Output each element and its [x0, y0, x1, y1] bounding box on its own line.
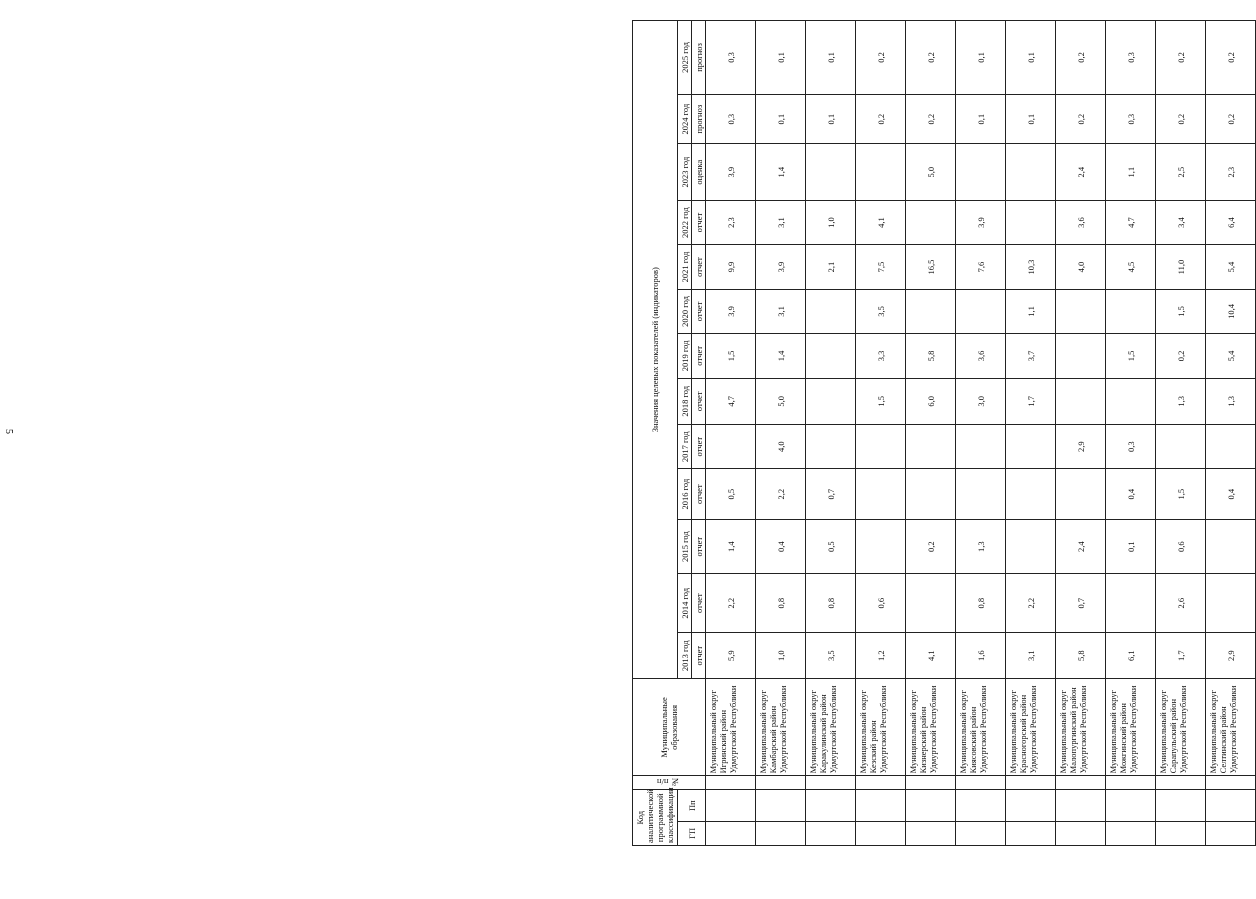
value-cell: 9,9	[706, 245, 756, 289]
indicators-table	[632, 20, 1256, 846]
value-cell: 3,4	[1156, 200, 1206, 244]
value-cell: 3,3	[856, 334, 906, 378]
value-cell: 5,0	[906, 144, 956, 201]
value-cell: 0,1	[1006, 21, 1056, 95]
value-cell	[706, 425, 756, 469]
value-cell: 6,0	[906, 378, 956, 424]
table-row	[1006, 21, 1056, 846]
value-cell: 1,5	[1106, 334, 1156, 378]
empty-cell	[1056, 776, 1106, 790]
value-cell: 2,4	[1056, 144, 1106, 201]
value-cell: 4,7	[1106, 200, 1156, 244]
empty-cell	[1106, 790, 1156, 821]
value-cell: 16,5	[906, 245, 956, 289]
table-row	[756, 21, 806, 846]
empty-cell	[706, 790, 756, 821]
value-cell: 1,4	[706, 519, 756, 574]
value-cell: 3,9	[706, 289, 756, 333]
value-cell: 0,1	[806, 94, 856, 143]
empty-cell	[806, 776, 856, 790]
status-header: отчет	[692, 289, 706, 333]
value-cell: 0,3	[706, 94, 756, 143]
empty-cell	[1206, 821, 1256, 845]
value-cell: 0,7	[1056, 574, 1106, 633]
value-cell	[956, 144, 1006, 201]
value-cell: 0,2	[1156, 334, 1206, 378]
value-cell	[806, 289, 856, 333]
value-cell: 1,3	[1206, 378, 1256, 424]
table-row	[1156, 21, 1206, 846]
value-cell: 0,2	[1156, 94, 1206, 143]
value-cell: 3,5	[806, 633, 856, 679]
value-cell: 10,3	[1006, 245, 1056, 289]
empty-cell	[1156, 790, 1206, 821]
value-cell	[906, 574, 956, 633]
empty-cell	[1156, 821, 1206, 845]
value-cell: 1,5	[706, 334, 756, 378]
value-cell: 1,7	[1006, 378, 1056, 424]
value-cell: 4,1	[856, 200, 906, 244]
value-cell: 3,9	[756, 245, 806, 289]
status-header: прогноз	[692, 21, 706, 95]
value-cell: 0,2	[906, 21, 956, 95]
value-cell	[1206, 519, 1256, 574]
value-cell: 0,1	[1106, 519, 1156, 574]
value-cell	[1206, 425, 1256, 469]
value-cell: 2,2	[1006, 574, 1056, 633]
year-header: 2014 год	[678, 574, 692, 633]
value-cell: 4,0	[1056, 245, 1106, 289]
value-cell: 6,1	[1106, 633, 1156, 679]
value-cell: 0,1	[956, 21, 1006, 95]
value-cell: 0,1	[806, 21, 856, 95]
value-cell	[856, 144, 906, 201]
value-cell: 0,2	[1056, 94, 1106, 143]
value-cell	[906, 200, 956, 244]
value-cell: 4,7	[706, 378, 756, 424]
empty-cell	[756, 776, 806, 790]
value-cell: 0,3	[706, 21, 756, 95]
value-cell: 4,0	[756, 425, 806, 469]
value-cell: 0,1	[756, 94, 806, 143]
indicators-header: Значения целевых показателей (индикаторов)	[633, 21, 678, 679]
municipality-name: Муниципальный округ Кезский район Удмуртской Республики	[856, 679, 906, 776]
value-cell	[906, 469, 956, 519]
value-cell: 2,3	[1206, 144, 1256, 201]
table-row	[906, 21, 956, 846]
status-header: отчет	[692, 200, 706, 244]
value-cell: 5,0	[756, 378, 806, 424]
value-cell: 0,2	[906, 519, 956, 574]
table-row	[806, 21, 856, 846]
empty-cell	[1206, 790, 1256, 821]
value-cell: 0,4	[1106, 469, 1156, 519]
value-cell: 3,1	[756, 200, 806, 244]
status-header: прогноз	[692, 94, 706, 143]
municipality-name: Муниципальный округ Малопургинский район Удмуртской Республики	[1056, 679, 1106, 776]
value-cell: 3,6	[956, 334, 1006, 378]
value-cell	[1156, 425, 1206, 469]
value-cell: 5,8	[1056, 633, 1106, 679]
empty-cell	[806, 821, 856, 845]
value-cell	[806, 378, 856, 424]
municipality-name: Муниципальный округ Селтинский район Удмуртской Республики	[1206, 679, 1256, 776]
municipality-name: Муниципальный округ Игринский район Удмуртской Республики	[706, 679, 756, 776]
empty-cell	[906, 821, 956, 845]
table-row	[1056, 21, 1106, 846]
value-cell	[1056, 334, 1106, 378]
value-cell	[1206, 574, 1256, 633]
value-cell	[956, 425, 1006, 469]
value-cell: 5,9	[706, 633, 756, 679]
municipality-name: Муниципальный округ Киясовский район Удмуртской Республики	[956, 679, 1006, 776]
value-cell: 1,0	[806, 200, 856, 244]
year-header: 2022 год	[678, 200, 692, 244]
municipality-header: Муниципальные образования	[633, 679, 706, 776]
value-cell: 3,9	[956, 200, 1006, 244]
value-cell	[856, 425, 906, 469]
value-cell	[1056, 378, 1106, 424]
value-cell: 0,4	[1206, 469, 1256, 519]
value-cell: 3,7	[1006, 334, 1056, 378]
empty-cell	[756, 790, 806, 821]
value-cell	[906, 425, 956, 469]
num-header-text: № п/п	[657, 777, 681, 788]
value-cell	[1056, 469, 1106, 519]
empty-cell	[856, 821, 906, 845]
value-cell: 5,8	[906, 334, 956, 378]
empty-cell	[956, 776, 1006, 790]
table-row	[956, 21, 1006, 846]
value-cell: 2,3	[706, 200, 756, 244]
empty-cell	[706, 821, 756, 845]
value-cell: 0,3	[1106, 94, 1156, 143]
value-cell	[956, 469, 1006, 519]
gp-header: ГП	[678, 821, 706, 845]
value-cell: 0,2	[856, 21, 906, 95]
value-cell: 0,6	[1156, 519, 1206, 574]
year-header: 2020 год	[678, 289, 692, 333]
value-cell	[1056, 289, 1106, 333]
value-cell: 4,1	[906, 633, 956, 679]
value-cell: 10,4	[1206, 289, 1256, 333]
value-cell: 1,4	[756, 144, 806, 201]
value-cell: 5,4	[1206, 334, 1256, 378]
empty-cell	[1156, 776, 1206, 790]
value-cell: 0,2	[1206, 94, 1256, 143]
municipality-name: Муниципальный округ Сарапульский район Удмуртской Республики	[1156, 679, 1206, 776]
value-cell: 1,7	[1156, 633, 1206, 679]
value-cell: 1,5	[1156, 469, 1206, 519]
municipality-name: Муниципальный округ Можгинский район Удмуртской Республики	[1106, 679, 1156, 776]
value-cell	[1006, 519, 1056, 574]
value-cell	[1006, 200, 1056, 244]
empty-cell	[1106, 776, 1156, 790]
value-cell: 3,9	[706, 144, 756, 201]
table-row	[856, 21, 906, 846]
value-cell	[806, 334, 856, 378]
empty-cell	[856, 776, 906, 790]
value-cell: 11,0	[1156, 245, 1206, 289]
value-cell	[1106, 378, 1156, 424]
empty-cell	[956, 821, 1006, 845]
value-cell: 0,2	[856, 94, 906, 143]
table-row	[706, 21, 756, 846]
value-cell: 3,1	[1006, 633, 1056, 679]
year-header: 2021 год	[678, 245, 692, 289]
year-header: 2015 год	[678, 519, 692, 574]
table-row	[1106, 21, 1156, 846]
value-cell: 3,6	[1056, 200, 1106, 244]
empty-cell	[906, 790, 956, 821]
value-cell	[856, 469, 906, 519]
value-cell: 7,5	[856, 245, 906, 289]
value-cell: 0,3	[1106, 425, 1156, 469]
status-header: отчет	[692, 378, 706, 424]
value-cell: 2,9	[1056, 425, 1106, 469]
value-cell: 1,5	[856, 378, 906, 424]
value-cell: 0,7	[806, 469, 856, 519]
value-cell	[1106, 574, 1156, 633]
year-header: 2013 год	[678, 633, 692, 679]
value-cell: 0,2	[1056, 21, 1106, 95]
empty-cell	[1006, 790, 1056, 821]
value-cell: 0,8	[956, 574, 1006, 633]
empty-cell	[1006, 821, 1056, 845]
year-header: 2019 год	[678, 334, 692, 378]
value-cell	[1006, 425, 1056, 469]
status-header: отчет	[692, 469, 706, 519]
value-cell: 2,9	[1206, 633, 1256, 679]
value-cell	[906, 289, 956, 333]
value-cell: 4,5	[1106, 245, 1156, 289]
value-cell: 0,1	[756, 21, 806, 95]
value-cell: 7,6	[956, 245, 1006, 289]
value-cell: 2,1	[806, 245, 856, 289]
empty-cell	[1056, 821, 1106, 845]
status-header: отчет	[692, 334, 706, 378]
value-cell: 1,2	[856, 633, 906, 679]
year-header: 2017 год	[678, 425, 692, 469]
value-cell: 0,5	[706, 469, 756, 519]
value-cell: 0,1	[1006, 94, 1056, 143]
value-cell: 1,1	[1106, 144, 1156, 201]
status-header: отчет	[692, 633, 706, 679]
value-cell: 1,5	[1156, 289, 1206, 333]
empty-cell	[906, 776, 956, 790]
value-cell: 1,1	[1006, 289, 1056, 333]
value-cell: 0,2	[906, 94, 956, 143]
value-cell: 3,0	[956, 378, 1006, 424]
year-header: 2023 год	[678, 144, 692, 201]
value-cell: 3,1	[756, 289, 806, 333]
status-header: отчет	[692, 245, 706, 289]
value-cell: 2,2	[706, 574, 756, 633]
value-cell: 2,6	[1156, 574, 1206, 633]
value-cell	[806, 425, 856, 469]
value-cell	[856, 519, 906, 574]
value-cell: 1,6	[956, 633, 1006, 679]
value-cell: 0,6	[856, 574, 906, 633]
pp-header: Пп	[678, 790, 706, 821]
value-cell: 6,4	[1206, 200, 1256, 244]
value-cell: 0,4	[756, 519, 806, 574]
status-header: отчет	[692, 425, 706, 469]
code-group-header: Код аналитической программной классификации	[633, 790, 678, 846]
year-header: 2016 год	[678, 469, 692, 519]
value-cell	[806, 144, 856, 201]
table-row	[1206, 21, 1256, 846]
empty-cell	[1056, 790, 1106, 821]
value-cell: 1,3	[956, 519, 1006, 574]
value-cell	[1106, 289, 1156, 333]
value-cell: 1,0	[756, 633, 806, 679]
value-cell: 1,4	[756, 334, 806, 378]
status-header: отчет	[692, 519, 706, 574]
value-cell: 2,5	[1156, 144, 1206, 201]
empty-cell	[956, 790, 1006, 821]
value-cell: 2,2	[756, 469, 806, 519]
value-cell: 0,2	[1156, 21, 1206, 95]
value-cell	[1006, 144, 1056, 201]
rotated-table-wrapper	[632, 20, 1238, 846]
municipality-name: Муниципальный округ Каракулинский район Удмуртской Республики	[806, 679, 856, 776]
year-header: 2025 год	[678, 21, 692, 95]
empty-cell	[1106, 821, 1156, 845]
value-cell: 2,4	[1056, 519, 1106, 574]
empty-cell	[1006, 776, 1056, 790]
value-cell	[956, 289, 1006, 333]
page-number: 5	[3, 429, 14, 434]
value-cell: 0,3	[1106, 21, 1156, 95]
empty-cell	[756, 821, 806, 845]
value-cell: 0,5	[806, 519, 856, 574]
value-cell: 0,8	[806, 574, 856, 633]
empty-cell	[856, 790, 906, 821]
value-cell	[1006, 469, 1056, 519]
value-cell: 0,2	[1206, 21, 1256, 95]
value-cell: 0,8	[756, 574, 806, 633]
status-header: оценка	[692, 144, 706, 201]
municipality-name: Муниципальный округ Красногорский район Удмуртской Республики	[1006, 679, 1056, 776]
year-header: 2024 год	[678, 94, 692, 143]
value-cell: 3,5	[856, 289, 906, 333]
value-cell: 0,1	[956, 94, 1006, 143]
value-cell: 5,4	[1206, 245, 1256, 289]
municipality-name: Муниципальный округ Камбарский район Удмуртской Республики	[756, 679, 806, 776]
status-header: отчет	[692, 574, 706, 633]
value-cell: 1,3	[1156, 378, 1206, 424]
empty-cell	[806, 790, 856, 821]
empty-cell	[706, 776, 756, 790]
year-header: 2018 год	[678, 378, 692, 424]
municipality-name: Муниципальный округ Кизнерский район Удмуртской Республики	[906, 679, 956, 776]
empty-cell	[1206, 776, 1256, 790]
